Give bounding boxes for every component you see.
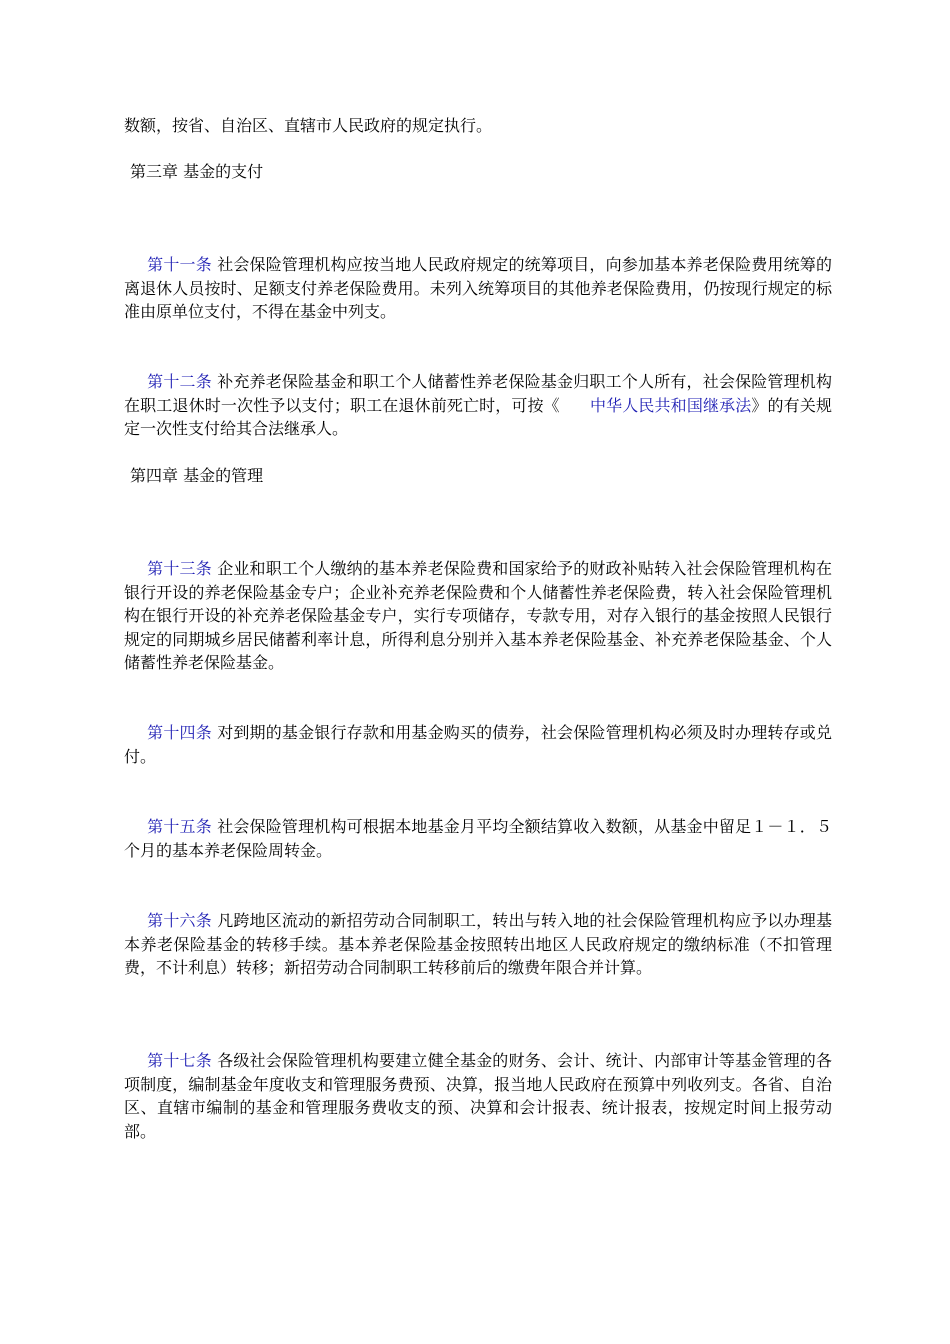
article-12 [124, 370, 832, 441]
article-text: 补充养老保险基金和职工个人储蓄性养老保险基金归职工个人所有，社会保险管理机构在职工退休时一次性予以支付；职工在退休前死亡时，可按《 [124, 372, 832, 415]
article-label: 第十五条 [147, 817, 212, 836]
article-16 [124, 909, 832, 980]
article-label: 第十六条 [147, 911, 212, 930]
chapter-title: 第三章 基金的支付 [130, 162, 264, 181]
article-13 [124, 557, 832, 675]
chapter-heading-3 [130, 160, 263, 184]
article-14 [124, 721, 832, 768]
article-text: 社会保险管理机构应按当地人民政府规定的统筹项目，向参加基本养老保险费用统筹的离退休人员按时、足额支付养老保险费用。未列入统筹项目的其他养老保险费用，仍按现行规定的标准由原单位支付，不得在基金中列支。 [124, 255, 832, 321]
article-17 [124, 1049, 832, 1143]
chapter-heading-4 [130, 464, 263, 488]
paragraph-continuation [124, 114, 832, 138]
article-label: 第十三条 [147, 559, 212, 578]
article-label: 第十四条 [147, 723, 212, 742]
article-label: 第十七条 [147, 1051, 212, 1070]
article-text: 社会保险管理机构可根据本地基金月平均全额结算收入数额，从基金中留足１－１．５个月的基本养老保险周转金。 [124, 817, 832, 860]
article-text: 各级社会保险管理机构要建立健全基金的财务、会计、统计、内部审计等基金管理的各项制度，编制基金年度收支和管理服务费预、决算，报当地人民政府在预算中列收列支。各省、自治区、直辖市编制的基金和管理服务费收支的预、决算和会计报表、统计报表，按规定时间上报劳动部。 [124, 1051, 832, 1141]
article-text-end: 》的有关规定一次性支付给其合法继承人。 [124, 395, 832, 438]
article-text: 凡跨地区流动的新招劳动合同制职工，转出与转入地的社会保险管理机构应予以办理基本养老保险基金的转移手续。基本养老保险基金按照转出地区人民政府规定的缴纳标准（不扣管理费，不计利息）转移；新招劳动合同制职工转移前后的缴费年限合并计算。 [124, 911, 832, 977]
article-15 [124, 815, 832, 862]
article-text: 企业和职工个人缴纳的基本养老保险费和国家给予的财政补贴转入社会保险管理机构在银行开设的养老保险基金专户；企业补充养老保险费和个人储蓄性养老保险费，转入社会保险管理机构在银行开设的补充养老保险基金专户，实行专项储存，专款专用，对存入银行的基金按照人民银行规定的同期城乡居民储蓄利率计息，所得利息分别并入基本养老保险基金、补充养老保险基金、个人储蓄性养老保险基金。 [124, 559, 832, 672]
paragraph-text: 数额，按省、自治区、直辖市人民政府的规定执行。 [124, 116, 493, 135]
article-text: 对到期的基金银行存款和用基金购买的债券，社会保险管理机构必须及时办理转存或兑付。 [124, 723, 832, 766]
chapter-title: 第四章 基金的管理 [130, 466, 264, 485]
inheritance-law-link[interactable]: 中华人民共和国继承法 [589, 395, 752, 415]
article-label: 第十二条 [147, 372, 212, 391]
article-label: 第十一条 [147, 255, 212, 274]
article-11 [124, 253, 832, 324]
